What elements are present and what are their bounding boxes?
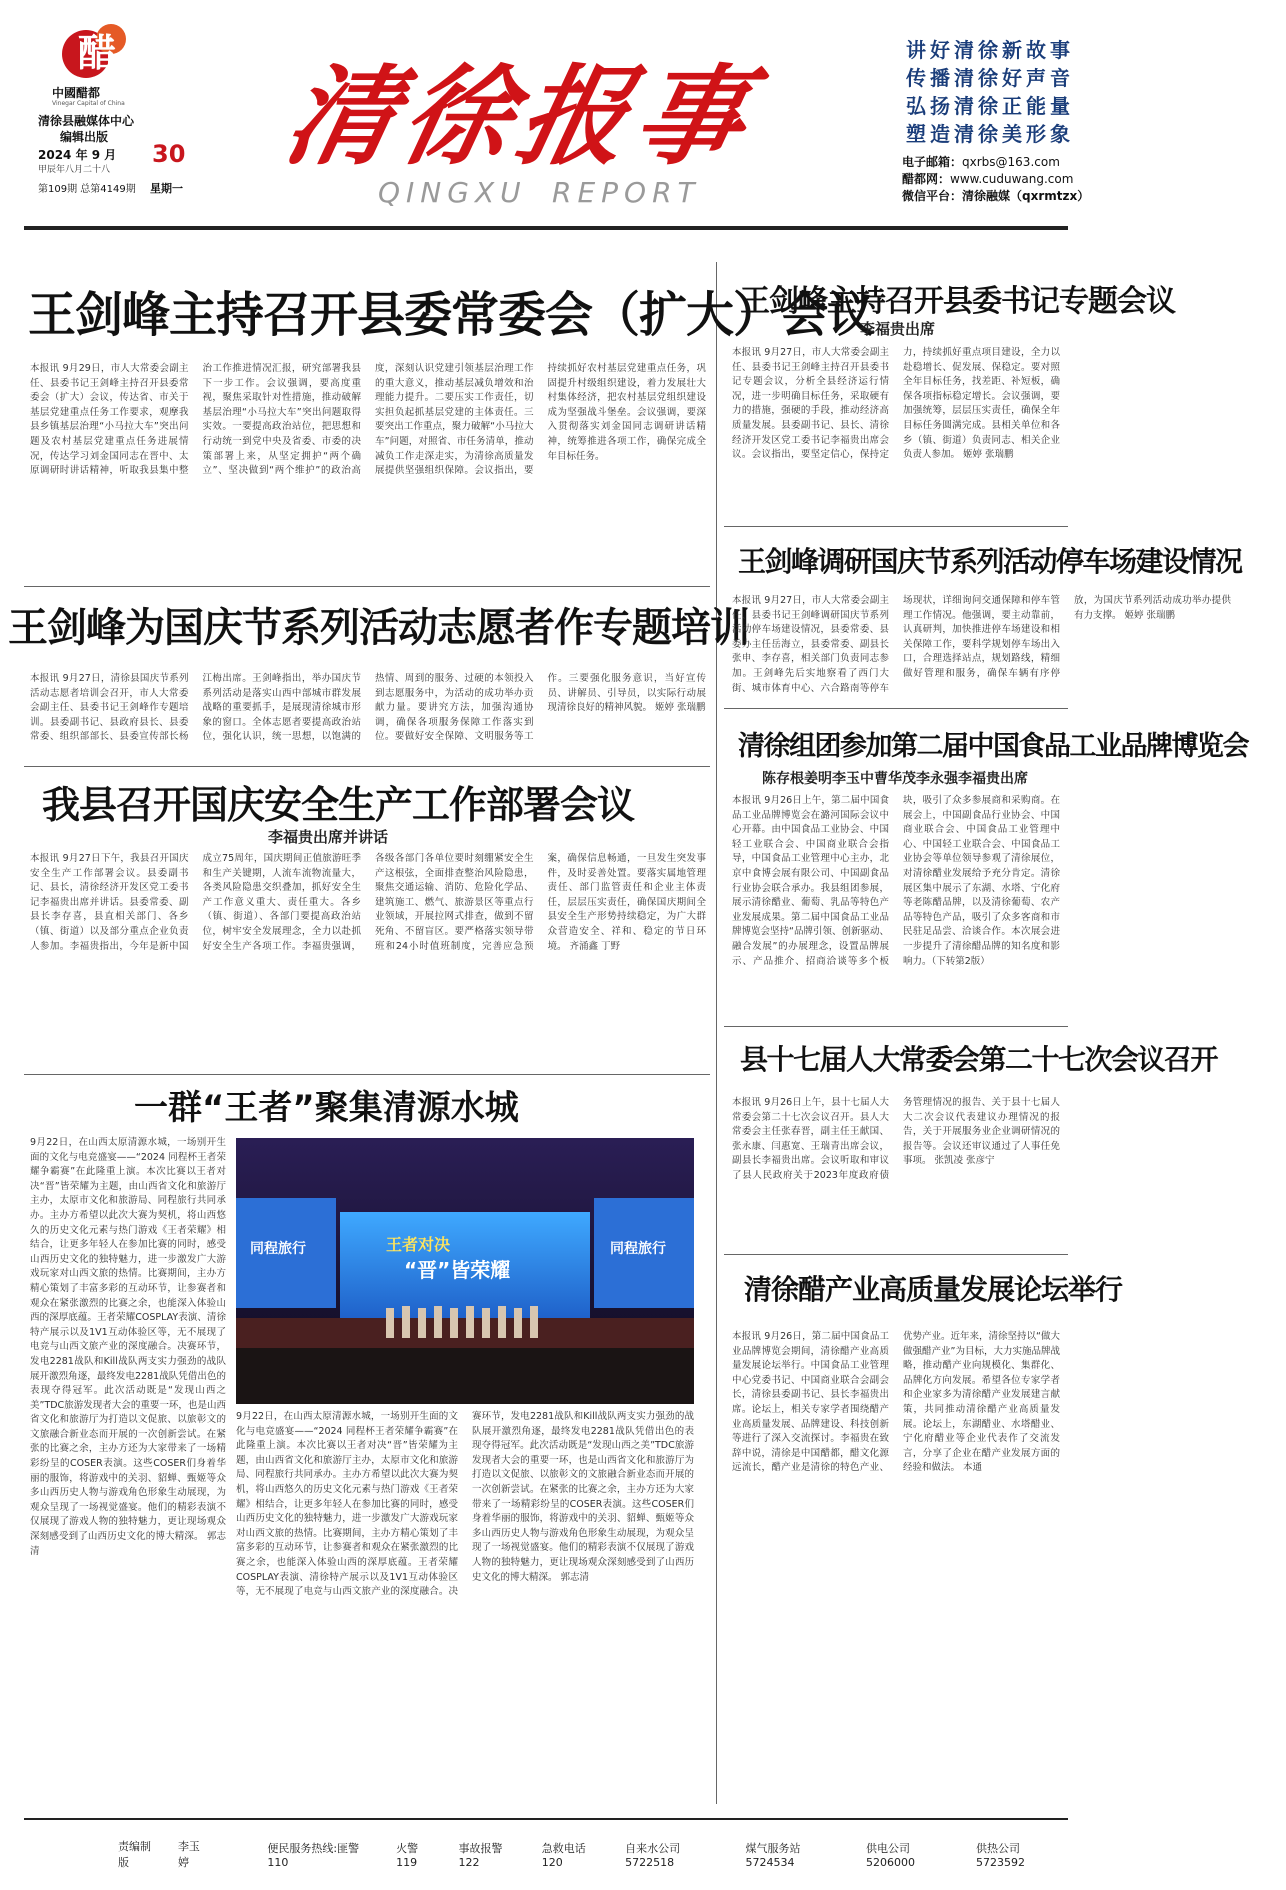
footer-bar xyxy=(118,1838,1068,1870)
editor-label: 责编制版 xyxy=(118,1840,151,1869)
publisher-line2: 编辑出版 xyxy=(60,130,109,144)
headline-a2: 王剑峰主持召开县委书记专题会议 xyxy=(740,284,1175,319)
hotline-traffic: 事故报警 122 xyxy=(458,1841,503,1869)
footer-divider xyxy=(24,1818,1068,1820)
masthead-divider xyxy=(24,226,1068,230)
stage-text-line2: “晋”皆荣耀 xyxy=(404,1258,511,1282)
headline-a3: 王剑峰为国庆节系列活动志愿者作专题培训 xyxy=(8,605,749,651)
publisher-line1: 清徐县融媒体中心 xyxy=(38,114,135,128)
side-banner-right: 同程旅行 xyxy=(610,1241,666,1257)
newspaper-title: 清徐报事 xyxy=(274,54,766,180)
slogan-4: 塑造清徐美形象 xyxy=(906,122,1074,146)
weekday: 星期一 xyxy=(150,182,183,195)
separator xyxy=(724,708,1068,709)
contact-info xyxy=(902,154,1089,205)
byline-a6: 李福贵出席并讲话 xyxy=(268,828,389,846)
hotline-fire: 火警 119 xyxy=(396,1841,419,1869)
hotline-gas: 煤气服务站 5724534 xyxy=(745,1841,801,1869)
side-banner-left: 同程旅行 xyxy=(250,1241,306,1257)
separator xyxy=(24,1074,710,1075)
article-a7-body: 本报讯 9月26日上午，县十七届人大常委会第二十七次会议召开。县人大常委会主任张春晋，副主任王献国、张永康、闫惠宽、王瑞青出席会议，副县长李福贵出席。会议听取和审议了县人民政府关于2023年度政府债务管理情况的报告、关于县十七届人大二次会议代表建议办理情况的报告，关于开展服务业企业调研情况的报告等。会议还审议通过了人事任免事项。 张凯凌 张彦宁 xyxy=(732,1097,1060,1181)
hotline-heating: 供热公司 5723592 xyxy=(976,1841,1025,1869)
separator xyxy=(724,526,1068,527)
slogan-2: 传播清徐好声音 xyxy=(906,66,1074,90)
byline-a2: 李福贵出席 xyxy=(860,320,936,338)
byline-a5: 陈存根姜明李玉中曹华茂李永强李福贵出席 xyxy=(762,771,1028,787)
issue-day: 30 xyxy=(152,140,186,168)
wechat-label: 微信平台： xyxy=(902,189,963,203)
slogan-1: 讲好清徐新故事 xyxy=(906,38,1074,62)
headline-a5: 清徐组团参加第二届中国食品工业品牌博览会 xyxy=(738,731,1248,762)
article-a4-body: 本报讯 9月27日，市人大常委会副主任、县委书记王剑峰调研国庆节系列活动停车场建设情况，县委常委、县委办主任岳海立，县委常委、副县长张申、李存喜，相关部门负责同志参加。王剑峰先后实地察看了西门大街、城市体育中心、六合路南等停车场现状，详细询问交通保障和停车管理工作情况。他强调，要主动靠前，认真研判，加快推进停车场建设和相关保障工作，要科学规划停车场出入口，合理选择站点，规划路线，精细做好管理和服务，确保车辆有序停放，为国庆节系列活动成功举办提供有力支撑。 姬婷 张瑞鹏 xyxy=(732,595,1231,694)
article-a8-body: 9月22日，在山西太原清源水城，一场别开生面的文化与电竞盛宴——“2024 同程杯王者荣耀争霸赛”在此隆重上演。本次比赛以王者对决“晋”皆荣耀为主题，由山西省文化和旅游厅主办，太原市文化和旅游局、同程旅行共同承办。主办方希望以此次大赛为契机，将山西悠久的历史文化元素与热门游戏《王者荣耀》相结合，让更多年轻人在参加比赛的同时，感受山西历史文化的独特魅力，进一步激发广大游戏玩家对山西文旅的热情。比赛期间，主办方精心策划了丰富多彩的互动环节，让参赛者和观众在紧张激烈的比赛之余，也能深入体验山西的深厚底蕴。王者荣耀COSPLAY表演、清徐特产展示以及1V1互动体验区等，无不展现了电竞与山西文旅产业的深度融合。决赛环节，发电2281战队和Kill战队两支实力强劲的战队展开激烈角逐，最终发电2281战队凭借出色的表现夺得冠军。此次活动既是“发现山西之美”TDC旅游发现者大会的重要一环，也是山西省文化和旅游厅为打造以文促旅、以旅彰文的文旅融合新业态而开展的一次创新尝试。在紧张的比赛之余，主办方还为大家带来了一场精彩纷呈的COSER表演。这些COSER们身着华丽的服饰，将游戏中的关羽、貂蝉、甄姬等众多山西历史人物与游戏角色形象生动展现，为观众呈现了一场视觉盛宴。他们的精彩表演不仅展现了游戏人物的独特魅力，更让现场观众深刻感受到了山西历史文化的博大精深。 郭志清 xyxy=(30,1137,226,1557)
logo-subtext: Vinegar Capital of China xyxy=(52,100,125,107)
logo-char: 醋 xyxy=(78,30,117,75)
slogans xyxy=(906,36,1074,148)
article-a9-body: 本报讯 9月26日，第二届中国食品工业品牌博览会期间，清徐醋产业高质量发展论坛举行。中国食品工业管理中心党委书记、中国商业联合会副会长，清徐县委副书记、县长李福贵出席。论坛上，相关专家学者围绕醋产业高质量发展、品牌建设、科技创新等进行了深入交流探讨。李福贵在致辞中说，清徐是中国醋都，醋文化源远流长，醋产业是清徐的特色产业、优势产业。近年来，清徐坚持以“做大做强醋产业”为目标，大力实施品牌战略，推动醋产业向规模化、集群化、品牌化方向发展。希望各位专家学者和企业家多为清徐醋产业发展建言献策，共同推动清徐醋产业高质量发展。论坛上，东湖醋业、水塔醋业、宁化府醋业等企业代表作了交流发言，分享了企业在醋产业发展方面的经验和做法。 本通 xyxy=(732,1331,1060,1474)
hotline-police: 便民服务热线:匪警 110 xyxy=(267,1841,360,1869)
event-photo xyxy=(236,1138,694,1404)
headline-a4: 王剑峰调研国庆节系列活动停车场建设情况 xyxy=(738,545,1242,578)
stage-text-line1: 王者对决 xyxy=(386,1235,451,1254)
separator xyxy=(24,586,710,587)
title-pinyin-right: REPORT xyxy=(552,176,701,209)
article-a8-continued: 9月22日，在山西太原清源水城，一场别开生面的文化与电竞盛宴——“2024 同程杯王者荣耀争霸赛”在此隆重上演。本次比赛以王者对决“晋”皆荣耀为主题，由山西省文化和旅游厅主办，太原市文化和旅游局、同程旅行共同承办。主办方希望以此次大赛为契机，将山西悠久的历史文化元素与热门游戏《王者荣耀》相结合，让更多年轻人在参加比赛的同时，感受山西历史文化的独特魅力，进一步激发广大游戏玩家对山西文旅的热情。比赛期间，主办方精心策划了丰富多彩的互动环节，让参赛者和观众在紧张激烈的比赛之余，也能深入体验山西的深厚底蕴。王者荣耀COSPLAY表演、清徐特产展示以及1V1互动体验区等，无不展现了电竞与山西文旅产业的深度融合。决赛环节，发电2281战队和Kill战队两支实力强劲的战队展开激烈角逐，最终发电2281战队凭借出色的表现夺得冠军。此次活动既是“发现山西之美”TDC旅游发现者大会的重要一环，也是山西省文化和旅游厅为打造以文促旅、以旅彰文的文旅融合新业态而开展的一次创新尝试。在紧张的比赛之余，主办方还为大家带来了一场精彩纷呈的COSER表演。这些COSER们身着华丽的服饰，将游戏中的关羽、貂蝉、甄姬等众多山西历史人物与游戏角色形象生动展现，为观众呈现了一场视觉盛宴。他们的精彩表演不仅展现了游戏人物的独特魅力，更让现场观众深刻感受到了山西历史文化的博大精深。 郭志清 xyxy=(236,1411,694,1598)
headline-a6: 我县召开国庆安全生产工作部署会议 xyxy=(42,783,635,827)
article-a1-body: 本报讯 9月29日，市人大常委会副主任、县委书记王剑峰主持召开县委常委会（扩大）会议，传达省、市关于基层党建重点任务工作要求，观摩我县乡镇基层治理“小马拉大车”突出问题及农村基层党建重点任务进展情况，传达学习刘金国同志在晋中、太原调研时讲话精神，听取我县集中整治工作推进情况汇报，研究部署我县下一步工作。会议强调，要高度重视，聚焦采取针对性措施，推动破解基层治理“小马拉大车”突出问题取得实效。一要提高政治站位，把思想和行动统一到党中央及省委、市委的决策部署上来，从坚定拥护“两个确立”、坚决做到“两个维护”的政治高度，深刻认识党建引领基层治理工作的重大意义，推动基层减负增效和治理能力提升。二要压实工作责任，切实担负起抓基层党建的主体责任。三要突出工作重点，聚力破解“小马拉大车”问题，对照省、市任务清单，推动减负工作走深走实，为清徐高质量发展提供坚强组织保障。会议指出，要持续抓好农村基层党建重点任务，巩固提升村级组织建设，着力发展壮大村集体经济，把农村基层党组织建设成为坚强战斗堡垒。会议强调，要深入贯彻落实刘金国同志调研讲话精神，统筹推进各项工作，确保完成全年目标任务。 xyxy=(30,363,706,477)
article-a5-body: 本报讯 9月26日上午，第二届中国食品工业品牌博览会在潞河国际会议中心开幕。由中国食品工业协会、中国轻工业联合会、中国商业联合会指导，中国食品工业管理中心主办，北京中食博会展有限公司、中国副食品行业协会联合承办。我县组团参展，展示清徐醋业、葡萄、乳品等特色产业发展成果。第二届中国食品工业品牌博览会坚持“品牌引领、创新驱动、融合发展”的办展理念，设置品牌展示、产品推介、招商洽谈等多个板块，吸引了众多参展商和采购商。在展会上，中国副食品行业协会、中国商业联合会、中国食品工业管理中心、中国轻工业联合会、中国食品工业协会等单位领导参观了清徐展位，对清徐醋业发展给予充分肯定。清徐展区集中展示了东湖、水塔、宁化府等老陈醋品牌，以及清徐葡萄、农产品等特色产品，吸引了众多客商和市民驻足品尝、洽谈合作。本次展会进一步提升了清徐醋品牌的知名度和影响力。（下转第2版） xyxy=(732,795,1060,967)
headline-a8: 一群“王者”聚集清源水城 xyxy=(134,1088,519,1128)
separator xyxy=(24,766,710,767)
separator xyxy=(724,1254,1068,1255)
wechat: 清徐融媒（qxrmtzx） xyxy=(962,189,1090,203)
headline-a7: 县十七届人大常委会第二十七次会议召开 xyxy=(740,1043,1218,1076)
article-a6-body: 本报讯 9月27日下午，我县召开国庆安全生产工作部署会议。县委副书记、县长，清徐经济开发区党工委书记李福贵出席并讲话。县委常委、副县长李存喜，县直相关部门、各乡（镇、街道）以及部分重点企业负责人参加。李福贵指出，今年是新中国成立75周年，国庆期间正值旅游旺季和生产关键期，人流车流物流量大，各类风险隐患交织叠加，抓好安全生产工作意义重大、责任重大。各乡（镇、街道）、各部门要提高政治站位，树牢安全发展理念，全力以赴抓好安全生产各项工作。李福贵强调，各级各部门各单位要时刻绷紧安全生产这根弦，全面排查整治风险隐患，聚焦交通运输、消防、危险化学品、建筑施工、燃气、旅游景区等重点行业领域，开展拉网式排查，做到不留死角、不留盲区。要严格落实领导带班和24小时值班制度，完善应急预案，确保信息畅通，一旦发生突发事件，及时妥善处置。要落实属地管理责任、部门监管责任和企业主体责任，层层压实责任，确保国庆期间全县安全生产形势持续稳定，为广大群众营造安全、祥和、稳定的节日环境。 齐涌鑫 丁野 xyxy=(30,853,706,952)
hotline-power: 供电公司 5206000 xyxy=(866,1841,916,1869)
editor-name: 李玉婷 xyxy=(177,1840,200,1869)
lunar-date: 甲辰年八月二十八 xyxy=(38,165,111,175)
issue-number: 第109期 总第4149期 xyxy=(38,184,136,195)
website[interactable]: www.cuduwang.com xyxy=(950,172,1074,186)
issue-date: 2024 年 9 月 xyxy=(38,148,117,162)
headline-a9: 清徐醋产业高质量发展论坛举行 xyxy=(744,1273,1123,1306)
email[interactable]: qxrbs@163.com xyxy=(962,155,1060,169)
email-label: 电子邮箱： xyxy=(902,155,963,169)
article-a2-body: 本报讯 9月27日，市人大常委会副主任、县委书记王剑峰主持召开县委书记专题会议，分析全县经济运行情况，进一步明确目标任务，采取硬有力的措施，强硬的手段，推动经济高质量发展。县委副书记、县长、清徐经济开发区党工委书记李福贵出席会议。会议指出，要坚定信心，保持定力，持续抓好重点项目建设，全力以赴稳增长、促发展、保稳定。要对照全年目标任务，找差距、补短板，确保各项指标稳定增长。会议强调，要加强统筹，层层压实责任，确保全年目标任务圆满完成。县相关单位和各乡（镇、街道）负责同志、相关企业负责人参加。 姬婷 张瑞鹏 xyxy=(732,347,1060,461)
logo-text: 中國醋都 xyxy=(52,86,101,100)
hotline-water: 自来水公司 5722518 xyxy=(625,1841,681,1869)
hotline-ambulance: 急救电话 120 xyxy=(541,1841,586,1869)
headline-a1: 王剑峰主持召开县委常委会（扩大）会议 xyxy=(28,287,875,343)
article-a3-body: 本报讯 9月27日，清徐县国庆节系列活动志愿者培训会召开，市人大常委会副主任、县委书记王剑峰作专题培训。县委副书记、县政府县长、县委常委、组织部部长、县委宣传部长杨江梅出席。王剑峰指出，举办国庆节系列活动是落实山西中部城市群发展战略的重要抓手，是展现清徐城市形象的窗口。全体志愿者要提高政治站位，强化认识，统一思想，以饱满的热情、周到的服务、过硬的本领投入到志愿服务中，为活动的成功举办贡献力量。要讲究方法，加强沟通协调，确保各项服务保障工作落实到位。要做好安全保障、文明服务等工作。三要强化服务意识，当好宣传员、讲解员、引导员，以实际行动展现清徐良好的精神风貌。 姬婷 张瑞鹏 xyxy=(30,673,706,743)
column-divider xyxy=(716,262,717,1804)
slogan-3: 弘扬清徐正能量 xyxy=(906,94,1074,118)
website-label: 醋都网： xyxy=(902,172,951,186)
separator xyxy=(724,1026,1068,1027)
title-pinyin-left: QINGXU xyxy=(378,176,527,209)
